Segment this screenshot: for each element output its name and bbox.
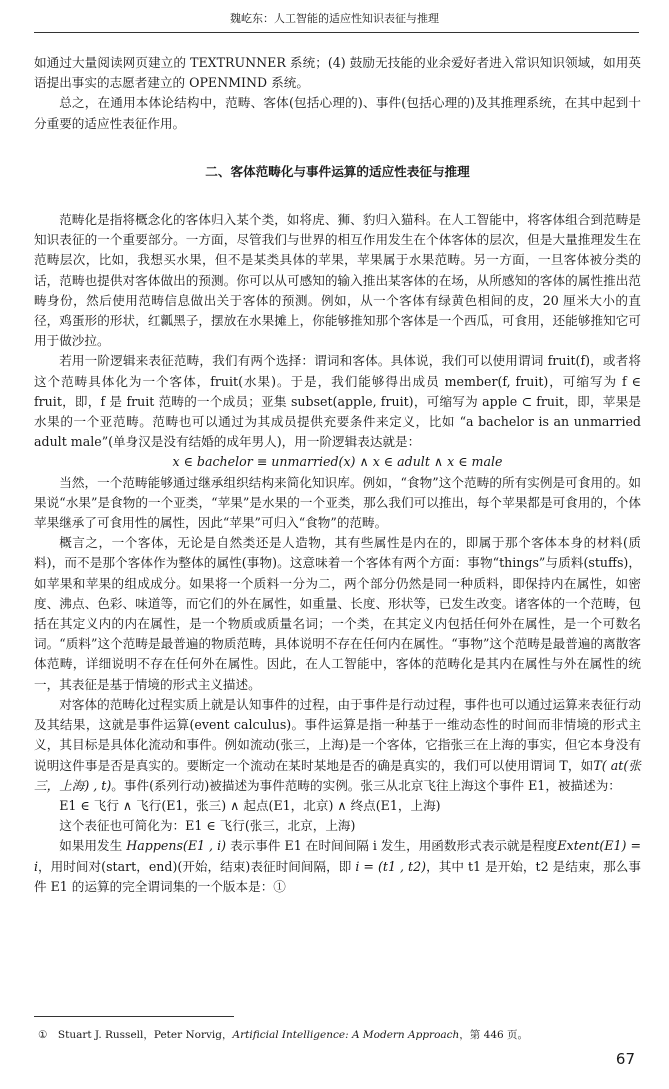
page-number: 67 <box>615 1050 635 1068</box>
event-calculus-text-end: 。事件(系列行动)被描述为事件范畴的实例。张三从北京飞往上海这个事件 E1，被描述为： <box>111 777 621 793</box>
paragraph-categorization: 范畴化是指将概念化的客体归入某个类，如将虎、狮、豹归入猫科。在人工智能中，将客体组合到范畴是知识表征的一个重要部分。一方面，尽管我们与世界的相互作用发生在个体客体的层次，但是大量推理发生在范畴层次，比如，我想买水果，但不是某类具体的苹果，苹果属于水果范畴。另一方面，一旦客体被分类的话，范畴也提供对客体做出的预测。你可以从可感知的输入推出某客体的在场，从所感知的客体的属性推出范畴身份，然后使用范畴信息做出关于客体的预测。例如，从一个客体有绿黄色相间的皮，20 厘米大小的直径，鸡蛋形的形状，红瓤黑子，摆放在水果摊上，你能够推知那个客体是一个西瓜，可食用，还能够推知它可用于做沙拉。 <box>34 212 641 349</box>
body-text <box>34 53 641 897</box>
paragraph-event-calculus <box>34 695 641 796</box>
interval-formula: i = (t1 , t2) <box>355 858 427 874</box>
formula-bachelor: x ∈ bachelor ≡ unmarried(x) ∧ x ∈ adult ∧ x ∈ male <box>172 454 503 470</box>
paragraph-summary: 总之，在通用本体论结构中，范畴、客体(包括心理的)、事件(包括心理的)及其推理系统，在其中起到十分重要的适应性表征作用。 <box>34 95 641 131</box>
happens-text-d: ，其中 t1 是开始，t2 是结束，那么事件 E1 的运算的完全谓词集的一个版本是：① <box>34 858 641 894</box>
footnote-book-title: Artificial Intelligence: A Modern Approach <box>232 1029 460 1041</box>
extent-formula: Extent(E1) = i <box>34 838 642 874</box>
formula-flight-event: E1 ∈ 飞行 ∧ 飞行(E1，张三) ∧ 起点(E1，北京) ∧ 终点(E1，上海) <box>59 797 441 813</box>
header-rule <box>34 32 639 33</box>
paragraph-stuff-things: 概言之，一个客体，无论是自然类还是人造物，其有些属性是内在的，即属于那个客体本身的材料(质料)，而不是那个客体作为整体的属性(事物)。这意味着一个客体有两个方面：事物“things”与质料(stuffs)，如苹果和苹果的组成成分。如果将一个质料一分为二，两个部分仍然是同一种质料，即保持内在属性，如密度、沸点、色彩、味道等，而它们的外在属性，如重量、长度、形状等，已发生改变。诸客体的一个范畴，包括在其定义内的内在属性，是一个物质或质量名词；一个类，在其定义内包括任何外在属性，是一个可数名词。“质料”这个范畴是最普遍的物质范畴，具体说明不存在任何内在属性。“事物”这个范畴是最普遍的离散客体范畴，详细说明不存在任何外在属性。因此，在人工智能中，客体的范畴化是其内在属性与外在属性的统一，其表征是基于情境的形式主义描述。 <box>34 535 641 692</box>
paragraph-continued: 如通过大量阅读网页建立的 TEXTRUNNER 系统；(4) 鼓励无技能的业余爱好者进入常识知识领域，如用英语提出事实的志愿者建立的 OPENMIND 系统。 <box>34 55 641 91</box>
happens-text-a: 如果用发生 <box>59 838 123 854</box>
section-title: 二、客体范畴化与事件运算的适应性表征与推理 <box>205 163 470 179</box>
paragraph-simplified: 这个表征也可简化为：E1 ∈ 飞行(张三，北京，上海) <box>59 818 356 834</box>
happens-text-b: 表示事件 E1 在时间间隔 i 发生，用函数形式表示就是程度 <box>230 838 558 854</box>
paragraph-first-order-logic: 若用一阶逻辑来表征范畴，我们有两个选择：谓词和客体。具体说，我们可以使用谓词 fruit(f)，或者将这个范畴具体化为一个客体，fruit(水果)。于是，我们能够得出成员 member(f, fruit)，可缩写为 f ∈ fruit，即，f 是 fruit 范畴的一个成员；亚集 subset(apple, fruit)，可缩写为 apple ⊂ fruit，即，苹果是水果的一个亚范畴。范畴也可以通过为其成员提供充要条件来定义，比如 “a bachelor is an unmarried adult male”(单身汉是没有结婚的成年男人)，用一阶逻辑表达就是： <box>34 353 641 450</box>
footnote-rule <box>34 1016 234 1017</box>
event-calculus-text-start: 对客体的范畴化过程实质上就是认知事件的过程，由于事件是行动过程，事件也可以通过运算来表征行动及其结果，这就是事件运算(event calculus)。事件运算是指一种基于一维动态性的时间而非情境的形式主义，其目标是具体化流动和事件。例如流动(张三，上海)是一个客体，它指张三在上海的事实，但它本身没有说明这件事是否是真实的。要断定一个流动在某时某地是否的确是真实的，我们可以使用谓词 T，如 <box>34 696 641 773</box>
footnote <box>38 1028 639 1042</box>
running-head: 魏屹东：人工智能的适应性知识表征与推理 <box>230 12 439 25</box>
happens-formula: Happens(E1 , i) <box>126 838 227 854</box>
footnote-authors: ① Stuart J. Russell，Peter Norvig， <box>38 1029 233 1041</box>
footnote-page: ，第 446 页。 <box>459 1029 529 1041</box>
paragraph-happens <box>34 836 641 897</box>
event-calculus-formula: T( at(张三，上海) , t) <box>34 757 641 793</box>
happens-text-c: ，用时间对(start，end)(开始，结束)表征时间间隔，即 <box>38 858 352 874</box>
paragraph-inheritance: 当然，一个范畴能够通过继承组织结构来简化知识库。例如，“食物”这个范畴的所有实例是可食用的。如果说“水果”是食物的一个亚类，“苹果”是水果的一个亚类，那么我们可以推出，每个苹果都是可食用的，个体苹果继承了可食用性的属性，因此“苹果”可归入“食物”的范畴。 <box>34 474 641 531</box>
